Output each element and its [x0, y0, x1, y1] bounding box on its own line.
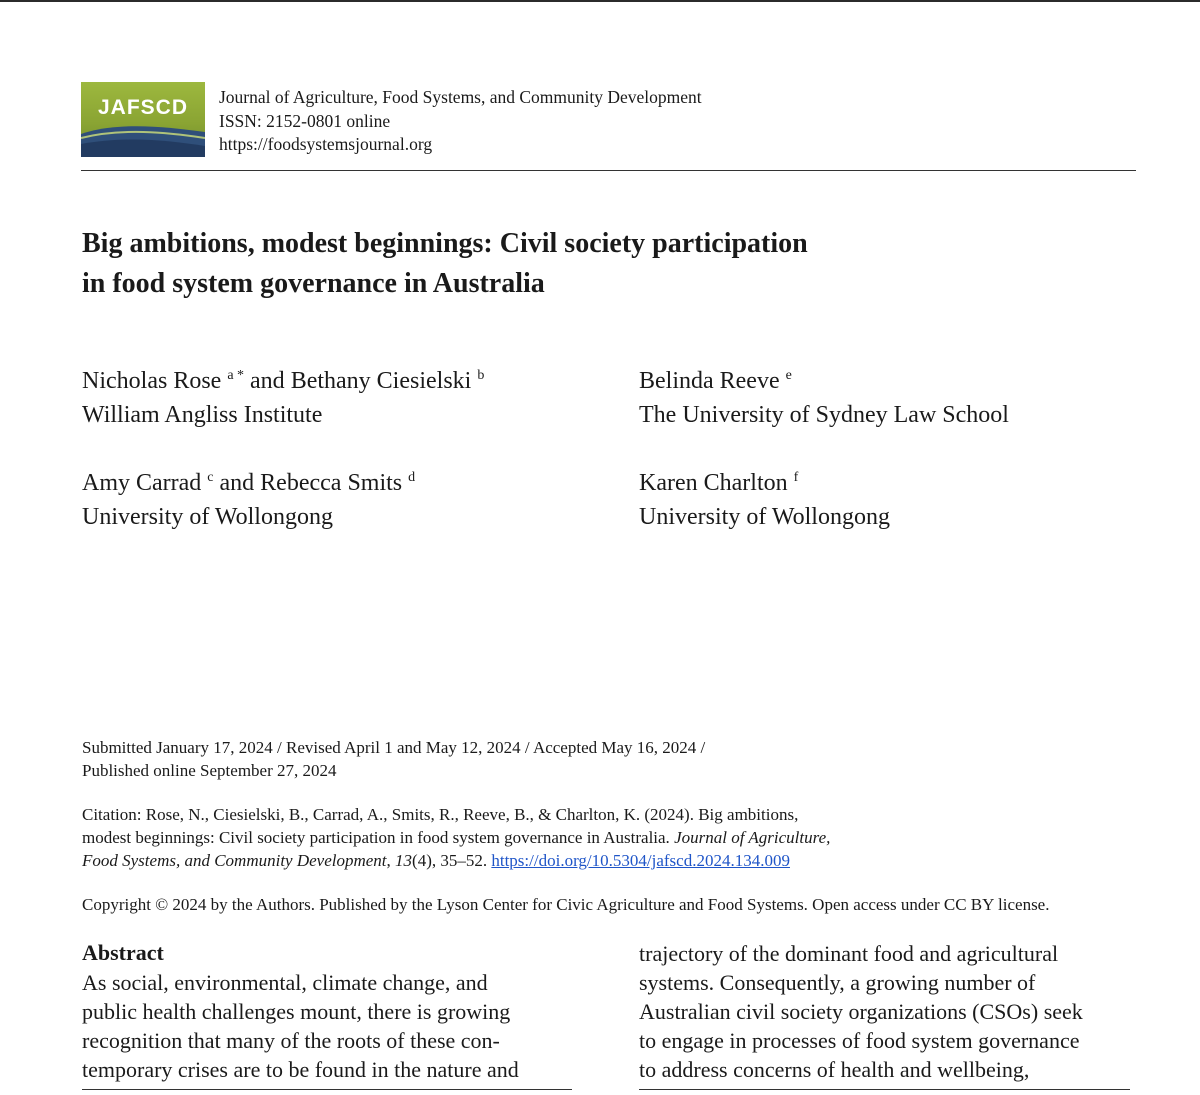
top-border	[0, 0, 1200, 2]
abstract-left-line: As social, environmental, climate change, and	[82, 970, 488, 995]
author-affiliation: The University of Sydney Law School	[639, 402, 1009, 428]
citation-line	[82, 826, 830, 849]
author-affiliation-mark: f	[793, 470, 799, 485]
author-affiliation-mark: b	[477, 368, 485, 383]
abstract-right-line: Australian civil society organizations (CSOs) seek	[639, 999, 1083, 1024]
author-group-1	[82, 364, 484, 432]
author-name: Belinda Reeve	[639, 368, 780, 394]
author-affiliation: University of Wollongong	[82, 504, 333, 530]
abstract-right-line: to address concerns of health and wellbeing,	[639, 1057, 1030, 1082]
citation-text: modest beginnings: Civil society participation in food system governance in Australia.	[82, 828, 675, 847]
copyright-notice: Copyright © 2024 by the Authors. Published by the Lyson Center for Civic Agriculture and Food Systems. Open access under CC BY license.	[82, 895, 1050, 914]
author-group-3	[82, 466, 415, 534]
author-names	[639, 466, 890, 500]
journal-info	[219, 86, 702, 157]
publication-dates	[82, 736, 705, 782]
citation-journal: Journal of Agriculture,	[674, 828, 831, 847]
author-names	[82, 364, 484, 398]
journal-url[interactable]: https://foodsystemsjournal.org	[219, 134, 433, 154]
title-line: in food system governance in Australia	[82, 268, 545, 299]
author-name: Amy Carrad	[82, 470, 202, 496]
dates-line: Submitted January 17, 2024 / Revised April 1 and May 12, 2024 / Accepted May 16, 2024 /	[82, 738, 706, 757]
author-names	[82, 466, 415, 500]
author-names	[639, 364, 1009, 398]
article-title	[82, 224, 1082, 304]
dates-line: Published online September 27, 2024	[82, 761, 337, 780]
journal-issn: ISSN: 2152-0801 online	[219, 110, 391, 131]
author-affiliation: William Angliss Institute	[82, 402, 323, 428]
citation-volume: 13	[395, 851, 413, 870]
author-joiner: and	[244, 368, 291, 394]
journal-name: Journal of Agriculture, Food Systems, and Community Development	[219, 87, 702, 107]
author-affiliation-mark: a *	[227, 368, 245, 383]
abstract-left-line: public health challenges mount, there is growing	[82, 999, 511, 1024]
citation	[82, 803, 830, 872]
citation-line	[82, 849, 830, 872]
author-name: Nicholas Rose	[82, 368, 222, 394]
author-group-4	[639, 466, 890, 534]
column-footer-rule-left	[82, 1089, 572, 1090]
citation-sep: ,	[386, 851, 396, 870]
logo-text: JAFSCD	[97, 96, 188, 119]
author-name: Karen Charlton	[639, 470, 788, 496]
author-affiliation-mark: d	[408, 470, 416, 485]
author-affiliation-mark: e	[785, 368, 792, 383]
author-affiliation: University of Wollongong	[639, 504, 890, 530]
author-group-2	[639, 364, 1009, 432]
column-footer-rule-right	[639, 1089, 1130, 1090]
citation-issue-pages: (4), 35–52.	[412, 851, 492, 870]
author-name: Rebecca Smits	[260, 470, 403, 496]
abstract-left-line: recognition that many of the roots of these con-	[82, 1028, 500, 1053]
abstract-left-line: temporary crises are to be found in the nature and	[82, 1057, 519, 1082]
abstract-right-line: to engage in processes of food system governance	[639, 1028, 1080, 1053]
author-affiliation-mark: c	[207, 470, 214, 485]
citation-journal: Food Systems, and Community Development	[82, 851, 387, 870]
title-line: Big ambitions, modest beginnings: Civil society participation	[82, 228, 808, 259]
abstract-heading: Abstract	[82, 940, 164, 965]
header-divider	[81, 170, 1136, 171]
citation-line: Citation: Rose, N., Ciesielski, B., Carrad, A., Smits, R., Reeve, B., & Charlton, K. (2024). Big ambitions,	[82, 805, 799, 824]
abstract-right-line: systems. Consequently, a growing number of	[639, 970, 1036, 995]
author-name: Bethany Ciesielski	[290, 368, 472, 394]
doi-link[interactable]: https://doi.org/10.5304/jafscd.2024.134.009	[491, 851, 790, 870]
abstract-right-line: trajectory of the dominant food and agricultural	[639, 941, 1059, 966]
author-joiner: and	[213, 470, 261, 496]
journal-logo	[81, 82, 205, 157]
